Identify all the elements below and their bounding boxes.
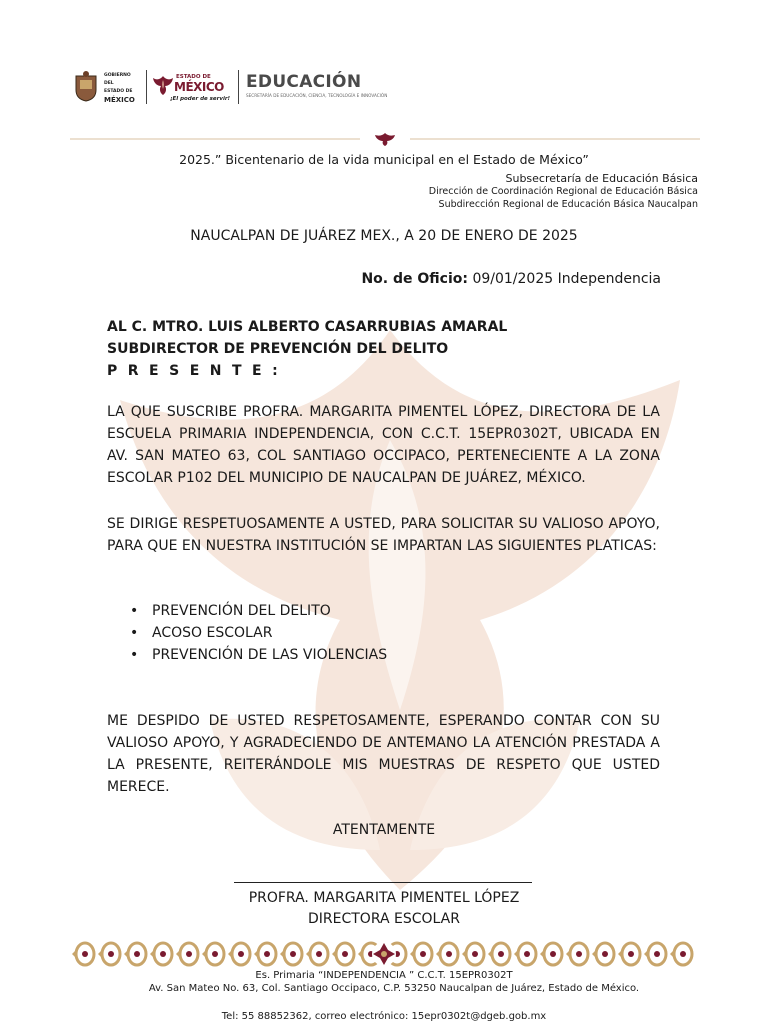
educacion-logo xyxy=(246,72,387,98)
header-divider xyxy=(146,70,147,104)
educacion-text: EDUCACIÓN xyxy=(246,72,362,92)
mexico-text: MÉXICO xyxy=(174,80,224,94)
list-item: • ACOSO ESCOLAR xyxy=(130,622,387,644)
body-paragraph-3: ME DESPIDO DE USTED RESPETOSAMENTE, ESPERANDO CONTAR CON SU VALIOSO APOYO, Y AGRADECIENDO DE ANTEMANO LA ATENCIÓN PRESTADA A LA PRESENTE, REITERÁNDOLE MIS MUESTRAS DE RESPETO QUE USTED MERECE. xyxy=(107,713,660,795)
addressee-title: SUBDIRECTOR DE PREVENCIÓN DEL DELITO xyxy=(107,341,449,357)
signature-name: PROFRA. MARGARITA PIMENTEL LÓPEZ xyxy=(248,890,520,906)
slogan: 2025.” Bicentenario de la vida municipal en el Estado de México” xyxy=(179,152,589,167)
footer-contact: Tel: 55 88852362, correo electrónico: 15epr0302t@dgeb.gob.mx xyxy=(221,1011,547,1022)
gob-line-2: ESTADO DE xyxy=(104,89,133,94)
secretaria-text: SECRETARÍA DE EDUCACIÓN, CIENCIA, TECNOLOGÍA E INNOVACIÓN xyxy=(246,93,388,98)
decorative-band-icon xyxy=(72,940,696,968)
list-item: • PREVENCIÓN DE LAS VIOLENCIAS xyxy=(130,644,387,666)
oficio-value: 09/01/2025 Independencia xyxy=(472,271,661,287)
dependency-line-2: Dirección de Coordinación Regional de Educación Básica xyxy=(428,186,698,197)
list-item: • PREVENCIÓN DEL DELITO xyxy=(130,600,387,622)
presente: PRESENTE: xyxy=(107,363,289,379)
dependency-line-1: Subsecretaría de Educación Básica xyxy=(505,172,698,185)
talks-list xyxy=(130,600,387,666)
header-divider xyxy=(238,70,239,104)
addressee xyxy=(107,316,507,382)
addressee-name: AL C. MTRO. LUIS ALBERTO CASARRUBIAS AMARAL xyxy=(107,319,508,335)
oficio-number xyxy=(361,271,661,287)
estado-de-text: ESTADO DE xyxy=(176,74,211,80)
gobierno-text xyxy=(104,72,135,104)
poder-servir-text: ¡El poder de servir! xyxy=(170,96,231,102)
body-paragraph-2: SE DIRIGE RESPETUOSAMENTE A USTED, PARA SOLICITAR SU VALIOSO APOYO, PARA QUE EN NUESTRA INSTITUCIÓN SE IMPARTAN LAS SIGUIENTES PLATICAS: xyxy=(107,516,660,554)
flower-logo-icon xyxy=(152,74,174,96)
footer-address: Av. San Mateo No. 63, Col. Santiago Occipaco, C.P. 53250 Naucalpan de Juárez, Estado de México. xyxy=(148,983,640,994)
oficio-label: No. de Oficio: xyxy=(361,271,468,287)
closing: ATENTAMENTE xyxy=(332,822,436,838)
signature-line xyxy=(234,882,532,883)
place-date: NAUCALPAN DE JUÁREZ MEX., A 20 DE ENERO DE 2025 xyxy=(190,228,578,244)
state-seal-icon xyxy=(74,70,98,102)
footer-school: Es. Primaria “INDEPENDENCIA ” C.C.T. 15EPR0302T xyxy=(255,970,513,981)
body-paragraph-1: LA QUE SUSCRIBE PROFRA. MARGARITA PIMENTEL LÓPEZ, DIRECTORA DE LA ESCUELA PRIMARIA INDEPENDENCIA, CON C.C.T. 15EPR0302T, UBICADA EN AV. SAN MATEO 63, COL SANTIAGO OCCIPACO, PERTENECIENTE A LA ZONA ESCOLAR P102 DEL MUNICIPIO DE NAUCALPAN DE JUÁREZ, MÉXICO. xyxy=(107,404,660,486)
dependency-line-3: Subdirección Regional de Educación Básica Naucalpan xyxy=(438,199,698,210)
gob-line-3: MÉXICO xyxy=(104,96,135,104)
gob-line-1: GOBIERNO DEL xyxy=(104,73,131,86)
signature-role: DIRECTORA ESCOLAR xyxy=(308,911,460,927)
ornament-divider-icon xyxy=(70,130,700,148)
